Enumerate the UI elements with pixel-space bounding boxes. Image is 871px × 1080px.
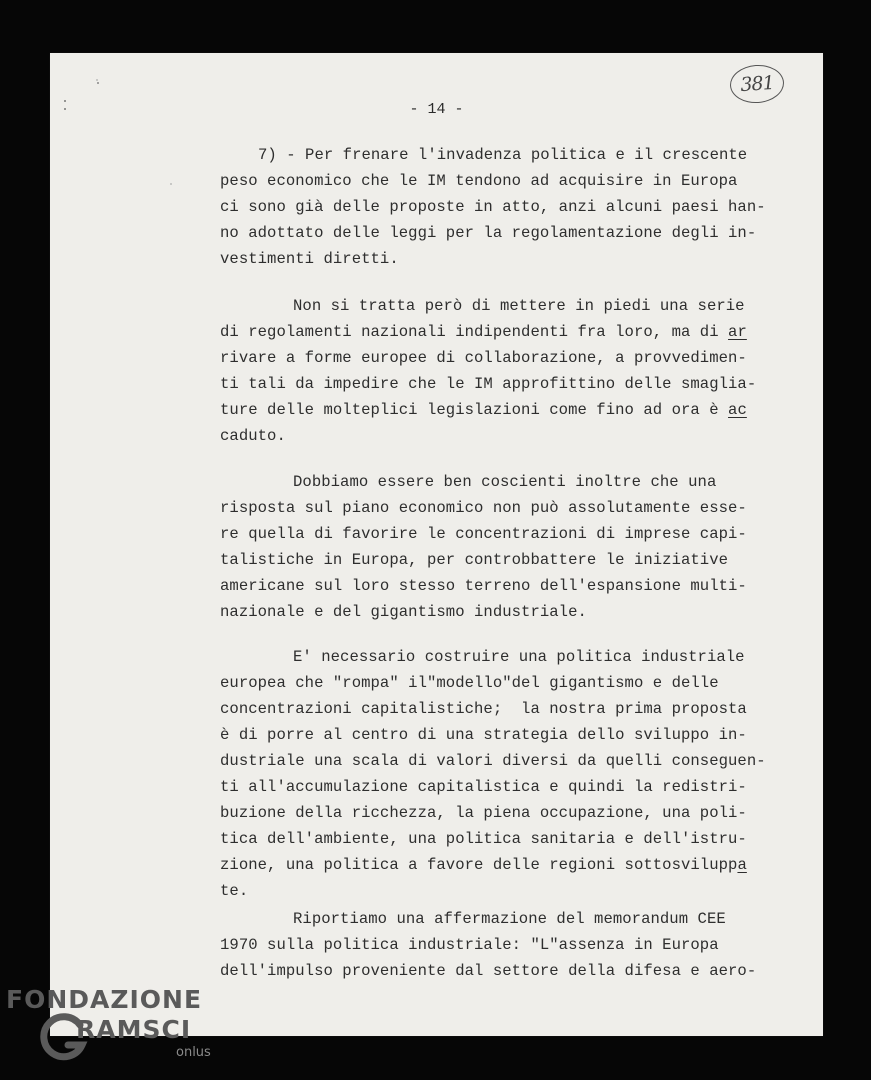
- watermark-onlus: onlus: [176, 1045, 211, 1060]
- text-line: ture delle molteplici legislazioni come fino ad ora è ac: [220, 401, 747, 419]
- underlined-fragment: ar: [728, 323, 747, 341]
- background-speck: [64, 108, 66, 110]
- text-line: peso economico che le IM tendono ad acquisire in Europa: [220, 172, 738, 190]
- page-number: - 14 -: [409, 101, 464, 118]
- text-line: dell'impulso proveniente dal settore della difesa e aero-: [220, 962, 757, 980]
- text-line: risposta sul piano economico non può assolutamente esse-: [220, 499, 747, 517]
- text-line: di regolamenti nazionali indipendenti fra loro, ma di ar: [220, 323, 747, 341]
- text-line: re quella di favorire le concentrazioni di imprese capi-: [220, 525, 747, 543]
- text-line: ti all'accumulazione capitalistica e quindi la redistri-: [220, 778, 747, 796]
- text-line: Dobbiamo essere ben coscienti inoltre che una: [293, 473, 717, 491]
- underlined-fragment: a: [737, 856, 747, 874]
- text-line: ti tali da impedire che le IM approfittino delle smaglia-: [220, 375, 757, 393]
- text-line: vestimenti diretti.: [220, 250, 399, 268]
- text-line: americane sul loro stesso terreno dell'espansione multi-: [220, 577, 747, 595]
- watermark-line1: FONDAZIONE: [6, 985, 203, 1014]
- background-speck: [97, 82, 99, 84]
- archive-number-stamp: 381: [729, 63, 786, 105]
- fondazione-gramsci-watermark: [6, 985, 226, 1075]
- text-line: zione, una politica a favore delle regioni sottosviluppa: [220, 856, 747, 874]
- text-line: concentrazioni capitalistiche; la nostra prima proposta: [220, 700, 747, 718]
- text-line: europea che "rompa" il"modello"del gigantismo e delle: [220, 674, 719, 692]
- text-line: caduto.: [220, 427, 286, 445]
- text-line: 1970 sulla politica industriale: "L"assenza in Europa: [220, 936, 719, 954]
- text-line: tica dell'ambiente, una politica sanitaria e dell'istru-: [220, 830, 747, 848]
- text-line: è di porre al centro di una strategia dello sviluppo in-: [220, 726, 747, 744]
- text-line: talistiche in Europa, per controbbattere le iniziative: [220, 551, 729, 569]
- text-line: Non si tratta però di mettere in piedi una serie: [293, 297, 745, 315]
- text-line: rivare a forme europee di collaborazione, a provvedimen-: [220, 349, 747, 367]
- text-line: te.: [220, 882, 249, 900]
- text-line: Riportiamo una affermazione del memorandum CEE: [293, 910, 726, 928]
- text-line: no adottato delle leggi per la regolamentazione degli in-: [220, 224, 757, 242]
- paper-speck: [170, 183, 172, 185]
- watermark-line2: RAMSCI: [76, 1015, 192, 1044]
- paper-speck: [96, 79, 98, 81]
- background-speck: [64, 100, 66, 102]
- text-line: 7) - Per frenare l'invadenza politica e il crescente: [258, 146, 748, 164]
- text-line: E' necessario costruire una politica industriale: [293, 648, 745, 666]
- text-line: dustriale una scala di valori diversi da quelli conseguen-: [220, 752, 766, 770]
- text-line: buzione della ricchezza, la piena occupazione, una poli-: [220, 804, 747, 822]
- text-line: ci sono già delle proposte in atto, anzi alcuni paesi han-: [220, 198, 766, 216]
- underlined-fragment: ac: [728, 401, 747, 419]
- text-line: nazionale e del gigantismo industriale.: [220, 603, 587, 621]
- document-page: [50, 53, 823, 1036]
